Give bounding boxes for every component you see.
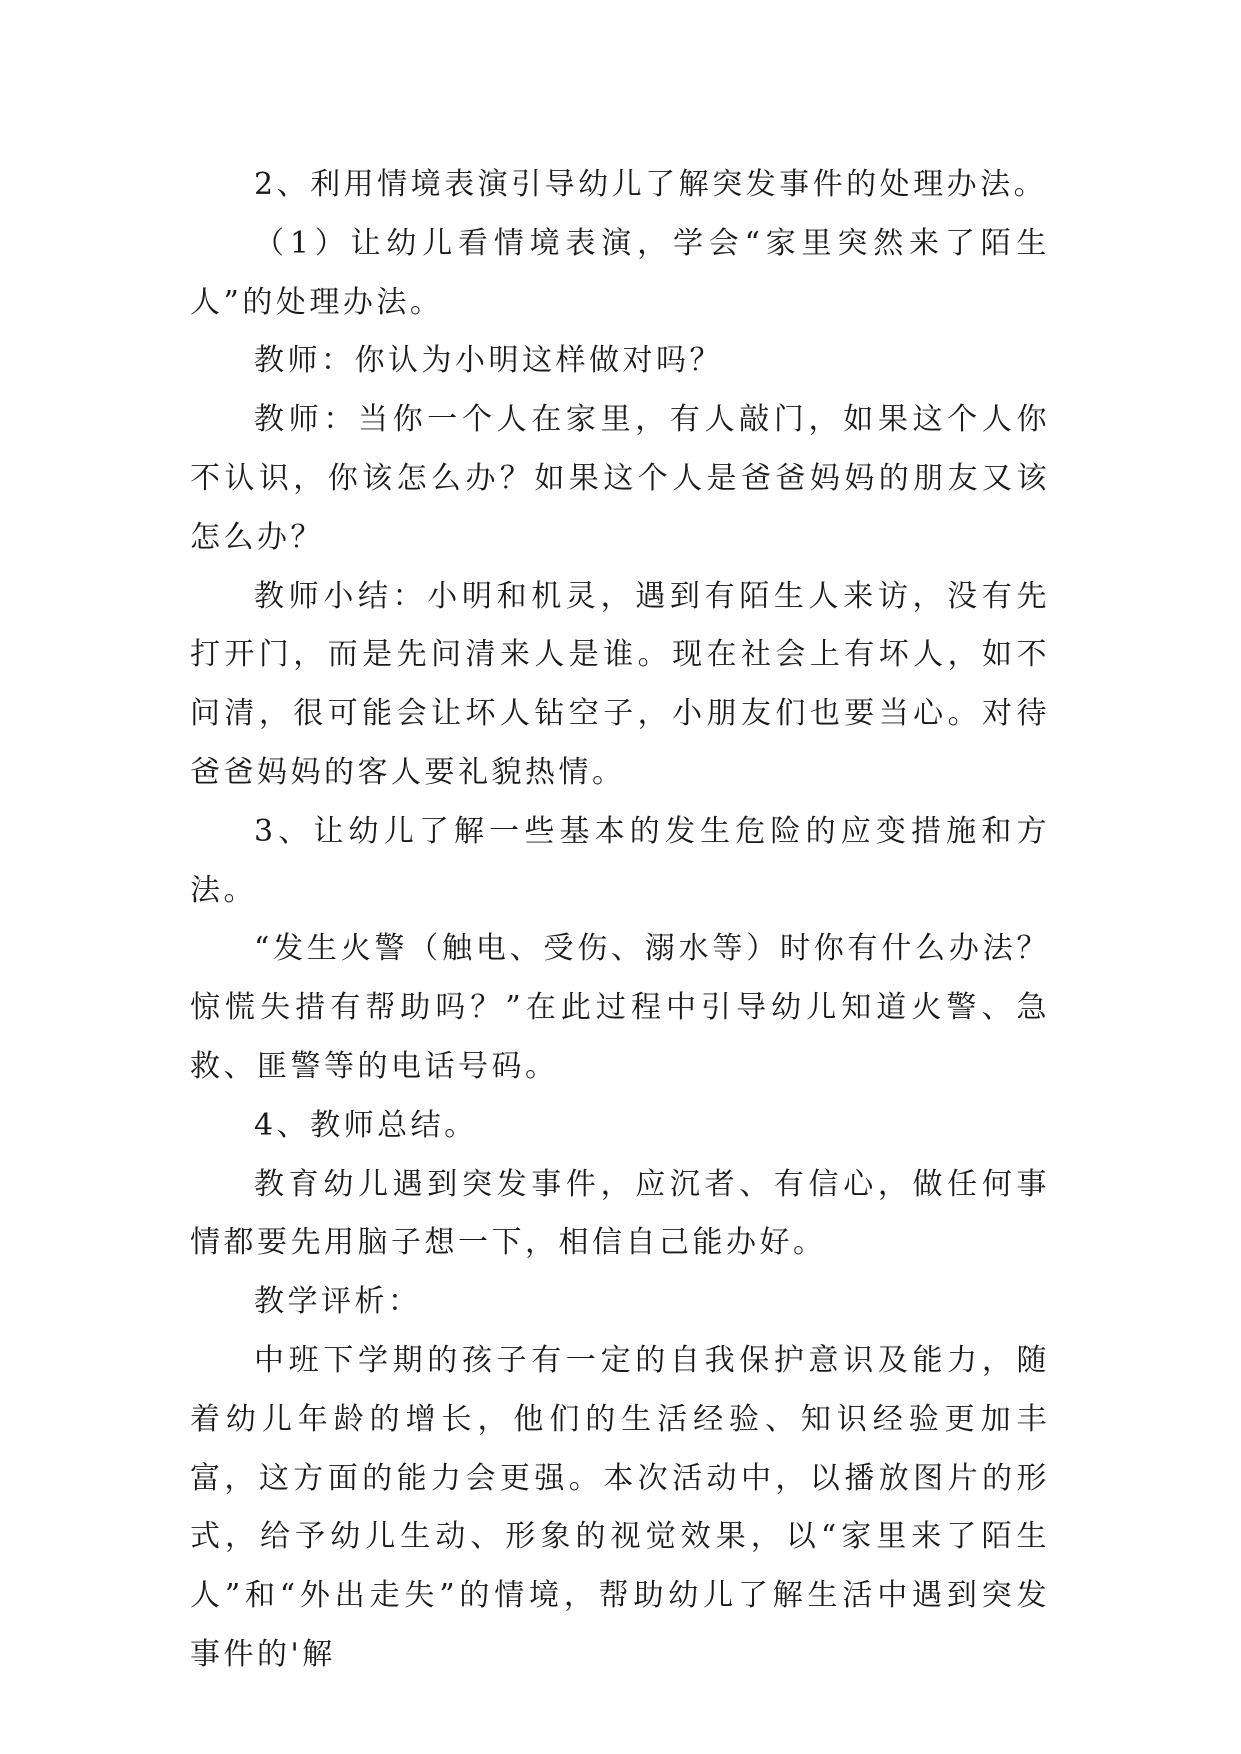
paragraph-step-2: 2、利用情境表演引导幼儿了解突发事件的处理办法。 <box>254 167 1048 202</box>
paragraph-teacher-summary: 教师小结：小明和机灵，遇到有陌生人来访，没有先打开门，而是先问清来人是谁。现在社会上有坏人，如不问清，很可能会让坏人钻空子，小朋友们也要当心。对待爸爸妈妈的客人要礼貌热情。 <box>190 578 1050 790</box>
paragraph-teacher-question-1: 教师：你认为小明这样做对吗？ <box>254 343 723 379</box>
paragraph-step-3: 3、让幼儿了解一些基本的发生危险的应变措施和方法。 <box>190 813 1050 908</box>
paragraph-step-4: 4、教师总结。 <box>254 1107 478 1143</box>
paragraph-evaluation-heading: 教学评析： <box>254 1284 422 1320</box>
paragraph-step-3-detail: “发生火警（触电、受伤、溺水等）时你有什么办法？惊慌失措有帮助吗？”在此过程中引导幼儿知道火警、急救、匪警等的电话号码。 <box>190 931 1050 1084</box>
paragraph-teacher-question-2: 教师：当你一个人在家里，有人敲门，如果这个人你不认识，你该怎么办？如果这个人是爸爸妈妈的朋友又该怎么办？ <box>190 402 1050 555</box>
paragraph-step-2-1: （1）让幼儿看情境表演，学会“家里突然来了陌生人”的处理办法。 <box>190 225 1050 320</box>
paragraph-evaluation-body: 中班下学期的孩子有一定的自我保护意识及能力，随着幼儿年龄的增长，他们的生活经验、知识经验更加丰富，这方面的能力会更强。本次活动中，以播放图片的形式，给予幼儿生动、形象的视觉效果，以“家里来了陌生人”和“外出走失”的情境，帮助幼儿了解生活中遇到突发事件的'解 <box>190 1342 1050 1672</box>
paragraph-step-4-detail: 教育幼儿遇到突发事件，应沉者、有信心，做任何事情都要先用脑子想一下，相信自己能办好。 <box>190 1166 1050 1261</box>
document-body <box>190 156 1050 1685</box>
